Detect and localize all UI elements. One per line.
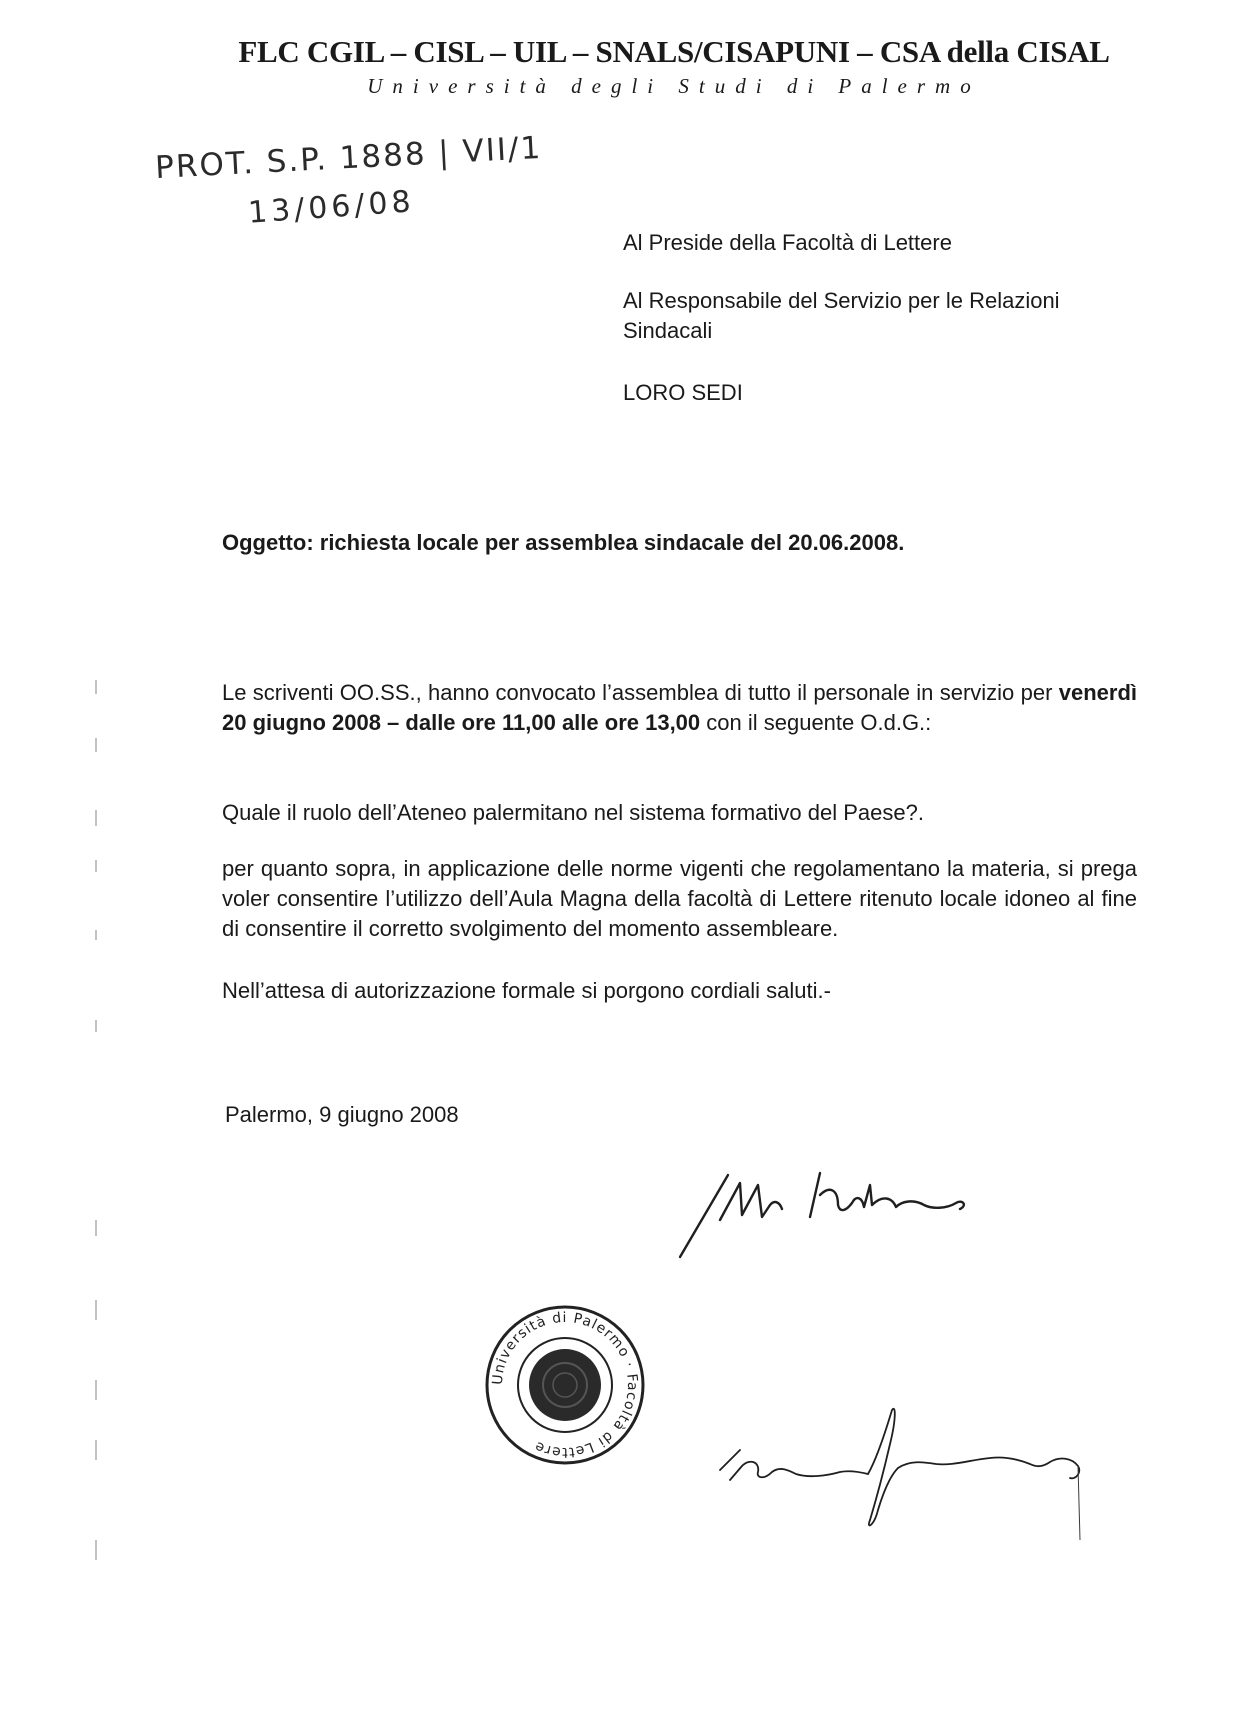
body-paragraph-3: per quanto sopra, in applicazione delle norme vigenti che regolamentano la materia, si prega voler consentire l’utilizzo dell’Aula Magna della facoltà di Lettere ritenuto locale idoneo al fine di consentire il corretto svolgimento del momento assembleare. (222, 856, 1137, 941)
letterhead-subtitle: Università degli Studi di Palermo (367, 74, 981, 98)
letterhead-title: FLC CGIL – CISL – UIL – SNALS/CISAPUNI – CSA della CISAL (238, 34, 1110, 69)
protocol-note-line1: PROT. S.P. 1888 | VII/1 (154, 129, 544, 187)
body-paragraph-1 (222, 678, 1137, 738)
signature-2 (700, 1400, 1180, 1540)
closing-greeting: Nell’attesa di autorizzazione formale si porgono cordiali saluti.- (222, 978, 831, 1003)
body-paragraph-1-start: Le scriventi OO.SS., hanno convocato l’assemblea di tutto il personale in servizio per (222, 680, 1059, 705)
recipient-3: LORO SEDI (623, 380, 743, 405)
scan-margin-marks (90, 660, 102, 1600)
place-date: Palermo, 9 giugno 2008 (225, 1102, 459, 1127)
faculty-stamp (480, 1300, 650, 1470)
agenda-item: Quale il ruolo dell’Ateneo palermitano nel sistema formativo del Paese?. (222, 800, 924, 825)
protocol-note-line2: 13/06/08 (246, 184, 416, 231)
body-paragraph-1-end: con il seguente O.d.G.: (700, 710, 932, 735)
subject-line: Oggetto: richiesta locale per assemblea sindacale del 20.06.2008. (222, 530, 905, 555)
recipient-2: Al Responsabile del Servizio per le Relazioni Sindacali (623, 288, 1060, 343)
recipient-1: Al Preside della Facoltà di Lettere (623, 230, 952, 255)
stamp-text: Università di Palermo · Facoltà di Lettere (489, 1309, 641, 1461)
meeting-date-time: venerdì 20 giugno 2008 – dalle ore 11,00 alle ore 13,00 (222, 680, 1137, 735)
signature-1 (670, 1165, 1040, 1265)
